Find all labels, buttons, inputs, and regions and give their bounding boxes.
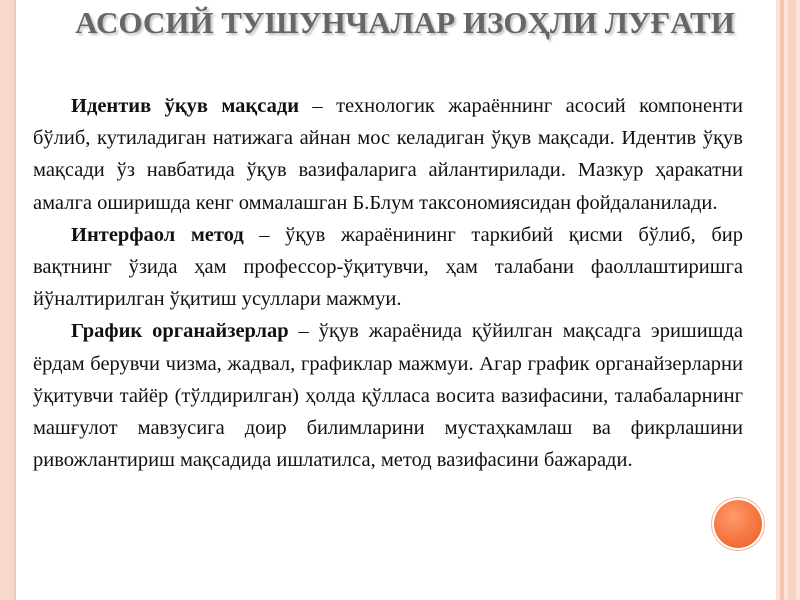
right-border-stripe (780, 0, 784, 600)
definition-text: – ўқув жараёнида қўйилган мақсадга эришишда ёрдам берувчи чизма, жадвал, графиклар мажмуи. Агар график органайзерларни ўқитувчи тайёр (тўлдирилган) ҳолда қўлласа восита вазифасини, талабаларнинг машғулот мавзусига доир билимларини мустаҳкамлаш ва фикрлашини ривожлантириш мақсадида ишлатилса, метод вазифасини бажаради. (33, 320, 743, 472)
slide-content (33, 90, 743, 476)
definition-term: Интерфаол метод (71, 223, 244, 246)
decorative-circle (714, 500, 762, 548)
definition-term: Идентив ўқув мақсади (71, 95, 300, 117)
definition-text: – ўқув жараёнининг таркибий қисми бўлиб, бир вақтнинг ўзида ҳам профессор-ўқитувчи, ҳам талабани фаоллаштиришга йўналтирилган ўқитиш усуллари мажмуи. (33, 223, 744, 311)
definition-term: График органайзерлар (71, 320, 289, 343)
definition-paragraph-interactive-method (33, 219, 743, 316)
right-border-decoration (776, 0, 800, 600)
definition-text: – технологик жараённинг асосий компоненти бўлиб, кутиладиган натижага айнан мос келадиган ўқув мақсади. Идентив ўқув мақсади ўз навбатида ўқув вазифаларига айлантирилади. Мазкур ҳаракатни амалга оширишда кенг оммалашган Б.Блум таксономиясидан фойдаланилади. (33, 95, 744, 214)
definition-paragraph-graphic-organizers (33, 315, 743, 476)
right-border-stripe-wide (788, 0, 796, 600)
left-border-decoration (0, 0, 14, 600)
definition-paragraph-identive-goal (33, 90, 743, 219)
slide-title: АСОСИЙ ТУШУНЧАЛАР ИЗОҲЛИ ЛУҒАТИ (75, 5, 735, 40)
